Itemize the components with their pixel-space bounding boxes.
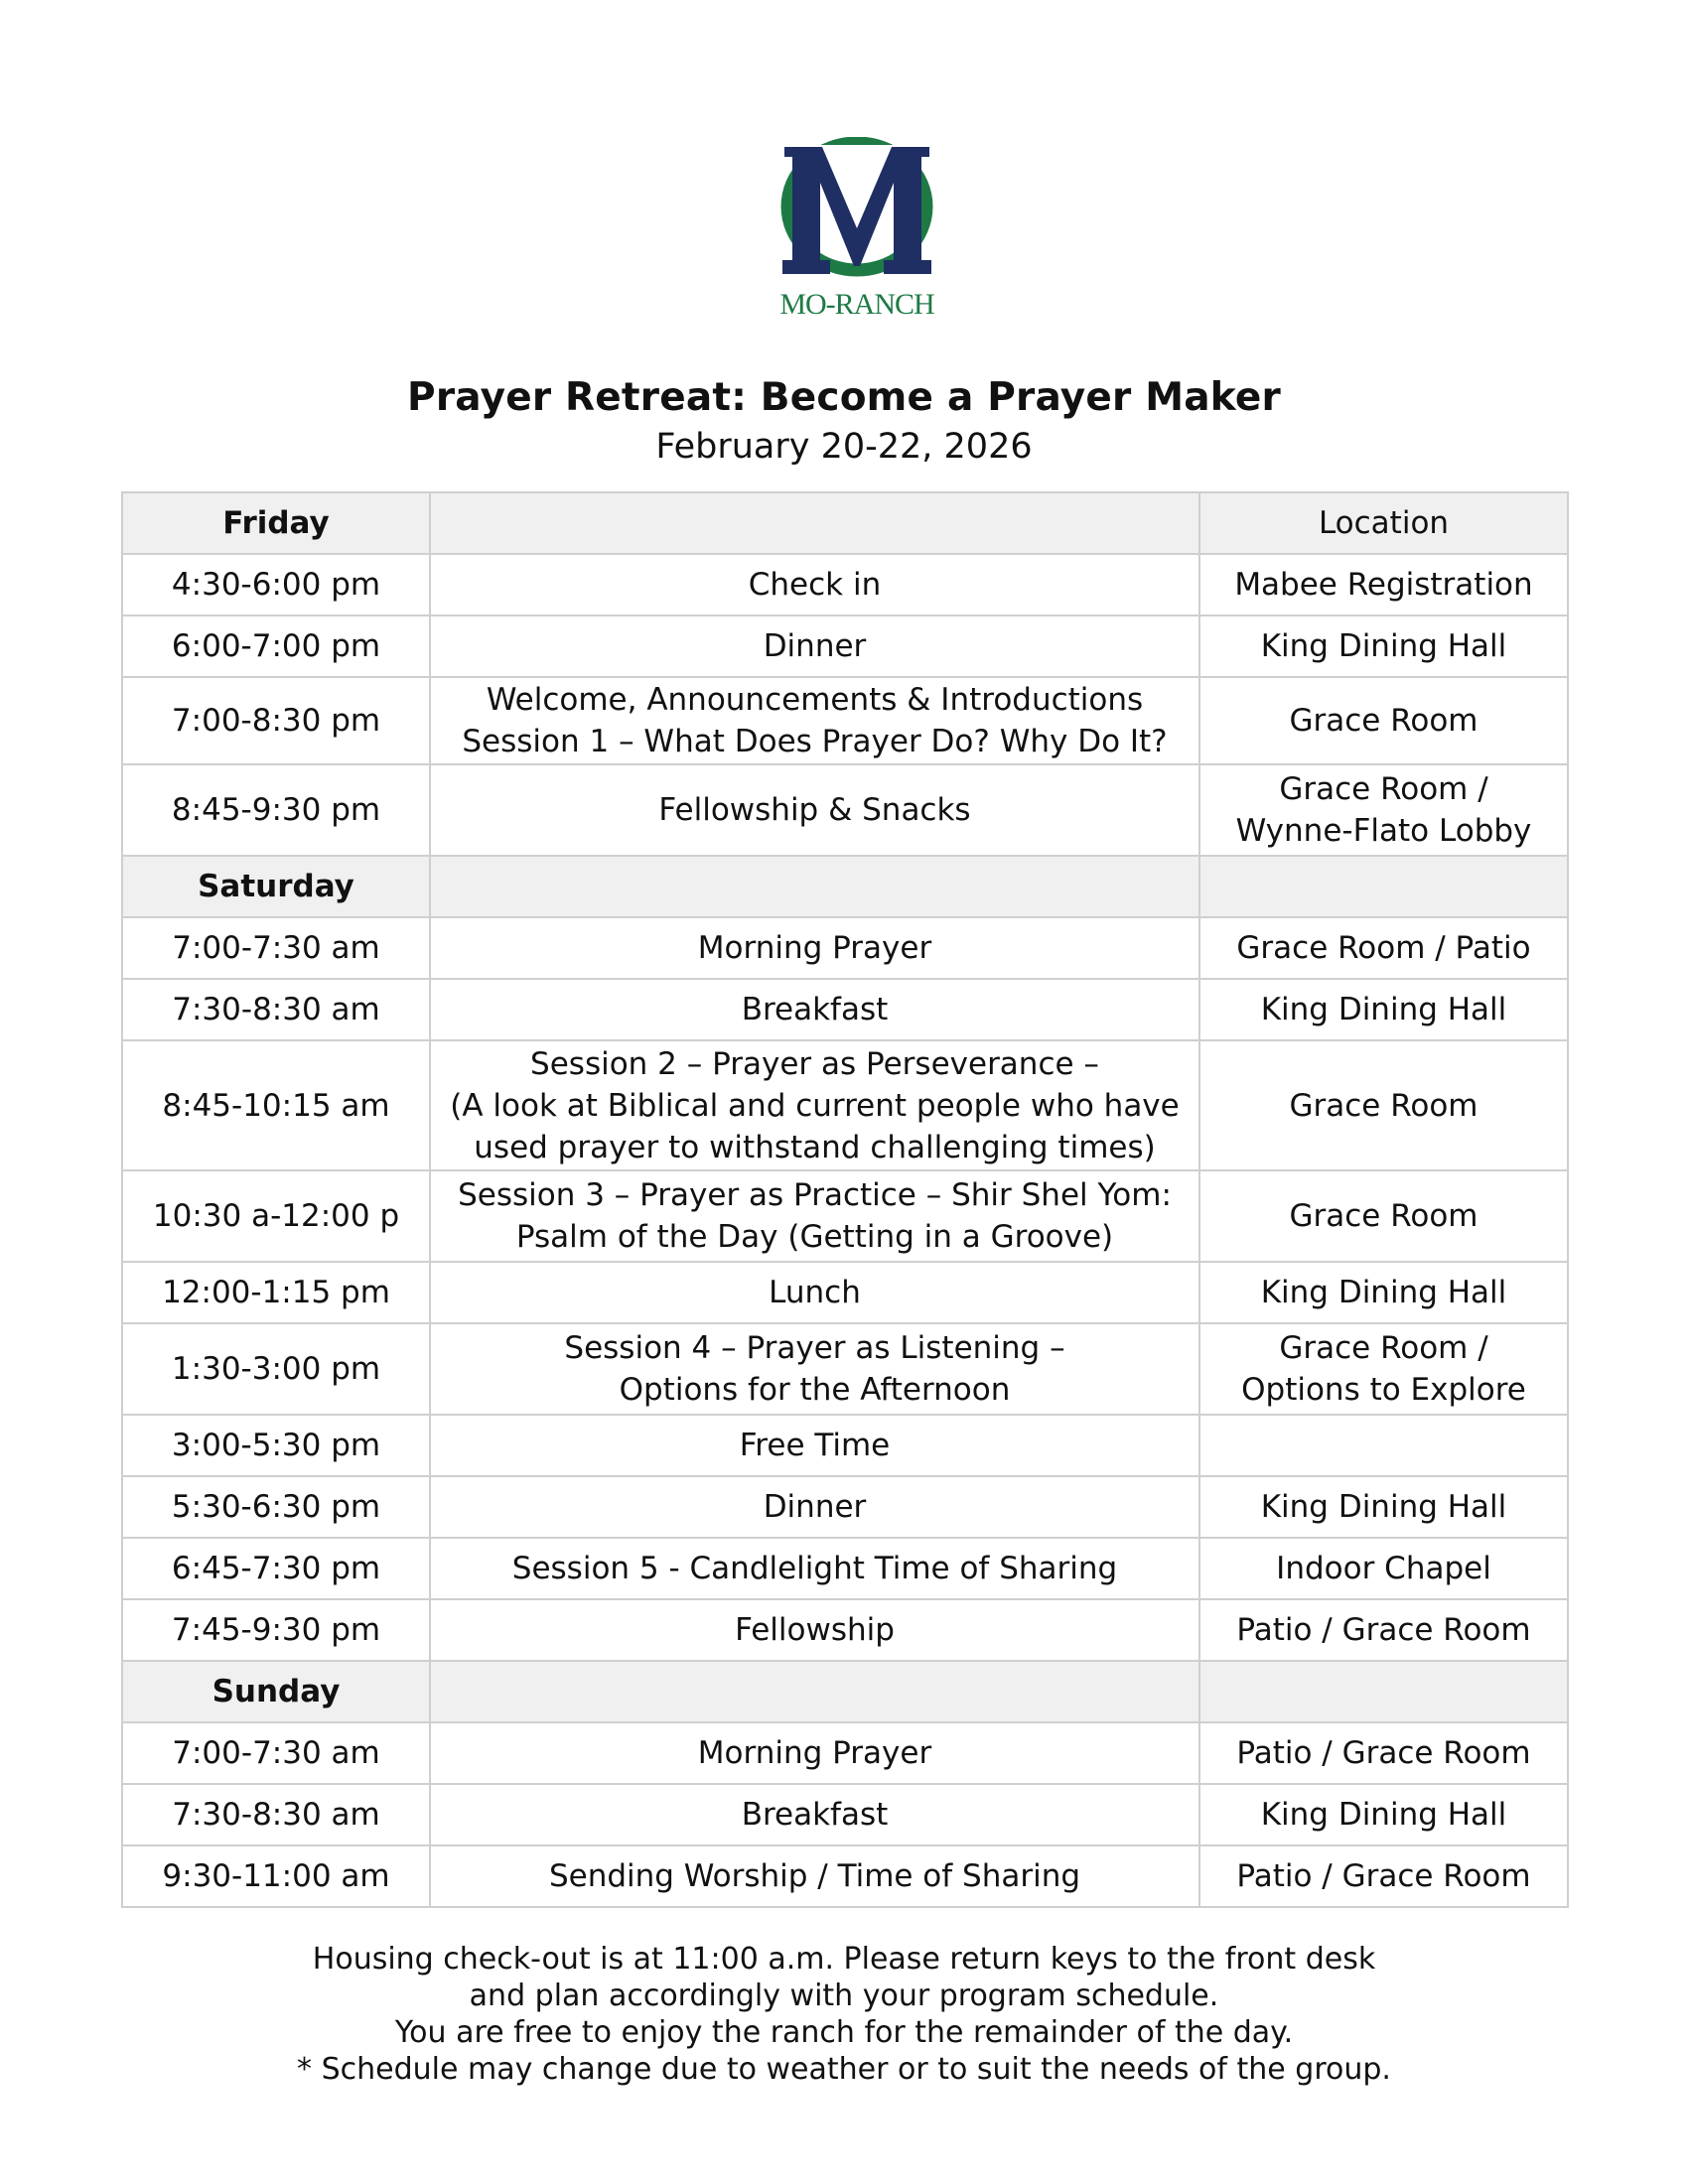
location-header: Location — [1199, 492, 1568, 554]
schedule-row — [122, 917, 1568, 979]
event-line: Options for the Afternoon — [619, 1372, 1011, 1408]
event-line: Session 2 – Prayer as Perseverance – — [530, 1045, 1099, 1082]
schedule-row — [122, 615, 1568, 677]
svg-text:MO-RANCH: MO-RANCH — [779, 288, 934, 321]
time-cell: 1:30-3:00 pm — [122, 1323, 430, 1415]
location-cell — [1199, 1415, 1568, 1476]
day-name: Saturday — [122, 856, 430, 917]
event-line: Session 1 – What Does Prayer Do? Why Do It? — [462, 724, 1168, 759]
schedule-row — [122, 1323, 1568, 1415]
event-line: Morning Prayer — [697, 930, 932, 966]
schedule-row — [122, 1599, 1568, 1661]
event-cell — [430, 677, 1199, 764]
event-line: Dinner — [763, 628, 867, 664]
event-line: Session 4 – Prayer as Listening – — [564, 1330, 1065, 1366]
event-line: Session 3 – Prayer as Practice – Shir Shel Yom: — [458, 1177, 1172, 1213]
time-cell: 7:30-8:30 am — [122, 979, 430, 1040]
schedule-row — [122, 554, 1568, 615]
location-line: King Dining Hall — [1260, 1489, 1507, 1525]
time-cell: 8:45-10:15 am — [122, 1040, 430, 1170]
schedule-row — [122, 1722, 1568, 1784]
event-line: Session 5 - Candlelight Time of Sharing — [511, 1551, 1118, 1586]
event-cell — [430, 1170, 1199, 1262]
event-cell — [430, 1415, 1199, 1476]
location-cell — [1199, 1538, 1568, 1599]
footer-line: * Schedule may change due to weather or to suit the needs of the group. — [297, 2052, 1391, 2087]
day-name: Sunday — [122, 1661, 430, 1722]
footer-line: Housing check-out is at 11:00 a.m. Please return keys to the front desk — [312, 1942, 1376, 1977]
schedule-row — [122, 1040, 1568, 1170]
location-line: Patio / Grace Room — [1236, 1612, 1531, 1648]
event-cell — [430, 1040, 1199, 1170]
day-header-blank — [430, 1661, 1199, 1722]
schedule-row — [122, 979, 1568, 1040]
time-cell: 7:30-8:30 am — [122, 1784, 430, 1845]
time-cell: 4:30-6:00 pm — [122, 554, 430, 615]
location-line: King Dining Hall — [1260, 992, 1507, 1027]
event-cell — [430, 554, 1199, 615]
location-cell — [1199, 677, 1568, 764]
time-cell: 8:45-9:30 pm — [122, 764, 430, 856]
location-line: Grace Room — [1289, 703, 1478, 739]
event-line: Welcome, Announcements & Introductions — [486, 682, 1144, 718]
location-cell — [1199, 1170, 1568, 1262]
event-line: Lunch — [769, 1275, 861, 1310]
location-line: Mabee Registration — [1234, 567, 1533, 603]
event-line: Morning Prayer — [697, 1735, 932, 1771]
day-name: Friday — [122, 492, 430, 554]
location-line: Wynne-Flato Lobby — [1235, 813, 1532, 849]
time-cell: 7:00-7:30 am — [122, 917, 430, 979]
location-line: Options to Explore — [1241, 1372, 1526, 1408]
time-cell: 3:00-5:30 pm — [122, 1415, 430, 1476]
event-cell — [430, 1845, 1199, 1907]
day-header-row — [122, 856, 1568, 917]
location-line: Grace Room / — [1279, 1330, 1488, 1366]
location-cell — [1199, 1323, 1568, 1415]
location-line: Grace Room — [1289, 1087, 1478, 1124]
schedule-row — [122, 1415, 1568, 1476]
event-line: Check in — [748, 567, 882, 603]
footer-line: You are free to enjoy the ranch for the remainder of the day. — [394, 2015, 1294, 2050]
location-line: Indoor Chapel — [1276, 1551, 1491, 1586]
location-line: King Dining Hall — [1260, 628, 1507, 664]
location-cell — [1199, 917, 1568, 979]
day-header-row — [122, 492, 1568, 554]
day-header-blank — [1199, 856, 1568, 917]
time-cell: 7:00-8:30 pm — [122, 677, 430, 764]
time-cell: 10:30 a-12:00 p — [122, 1170, 430, 1262]
event-cell — [430, 917, 1199, 979]
event-cell — [430, 615, 1199, 677]
event-line: Dinner — [763, 1489, 867, 1525]
event-line: Free Time — [739, 1428, 891, 1463]
location-line: Patio / Grace Room — [1236, 1858, 1531, 1894]
schedule-row — [122, 677, 1568, 764]
day-header-row — [122, 1661, 1568, 1722]
location-cell — [1199, 1722, 1568, 1784]
time-cell: 7:00-7:30 am — [122, 1722, 430, 1784]
event-cell — [430, 979, 1199, 1040]
footer-notes — [0, 1941, 1688, 2088]
schedule-row — [122, 1262, 1568, 1323]
location-cell — [1199, 1476, 1568, 1538]
location-cell — [1199, 764, 1568, 856]
location-line: Grace Room — [1289, 1198, 1478, 1234]
location-line: Grace Room / — [1279, 771, 1488, 807]
location-cell — [1199, 1040, 1568, 1170]
location-cell — [1199, 615, 1568, 677]
event-line: Psalm of the Day (Getting in a Groove) — [515, 1219, 1114, 1255]
day-header-blank — [430, 492, 1199, 554]
event-line: Sending Worship / Time of Sharing — [548, 1858, 1081, 1894]
schedule-row — [122, 1170, 1568, 1262]
event-cell — [430, 1784, 1199, 1845]
location-line: Patio / Grace Room — [1236, 1735, 1531, 1771]
schedule-row — [122, 1784, 1568, 1845]
schedule-table — [121, 491, 1569, 1908]
schedule-row — [122, 1538, 1568, 1599]
time-cell: 9:30-11:00 am — [122, 1845, 430, 1907]
location-line: Grace Room / Patio — [1236, 930, 1531, 966]
event-cell — [430, 1476, 1199, 1538]
event-line: Breakfast — [741, 1797, 889, 1833]
page-title: Prayer Retreat: Become a Prayer Maker — [407, 375, 1281, 420]
day-header-blank — [430, 856, 1199, 917]
event-line: Fellowship & Snacks — [658, 792, 971, 828]
location-line: King Dining Hall — [1260, 1275, 1507, 1310]
event-cell — [430, 764, 1199, 856]
location-cell — [1199, 554, 1568, 615]
schedule-row — [122, 1845, 1568, 1907]
event-cell — [430, 1538, 1199, 1599]
mo-ranch-logo-icon — [776, 137, 937, 326]
event-line: Breakfast — [741, 992, 889, 1027]
location-cell — [1199, 979, 1568, 1040]
location-cell — [1199, 1784, 1568, 1845]
event-cell — [430, 1599, 1199, 1661]
event-cell — [430, 1722, 1199, 1784]
schedule-row — [122, 1476, 1568, 1538]
location-cell — [1199, 1262, 1568, 1323]
location-line: King Dining Hall — [1260, 1797, 1507, 1833]
time-cell: 5:30-6:30 pm — [122, 1476, 430, 1538]
time-cell: 12:00-1:15 pm — [122, 1262, 430, 1323]
location-cell — [1199, 1845, 1568, 1907]
time-cell: 6:00-7:00 pm — [122, 615, 430, 677]
event-cell — [430, 1323, 1199, 1415]
event-cell — [430, 1262, 1199, 1323]
time-cell: 6:45-7:30 pm — [122, 1538, 430, 1599]
footer-line: and plan accordingly with your program schedule. — [469, 1979, 1219, 2013]
event-line: (A look at Biblical and current people who have — [450, 1087, 1180, 1124]
mo-ranch-logo — [776, 137, 937, 326]
day-header-blank — [1199, 1661, 1568, 1722]
location-cell — [1199, 1599, 1568, 1661]
schedule-row — [122, 764, 1568, 856]
event-dates: February 20-22, 2026 — [655, 427, 1033, 467]
event-line: used prayer to withstand challenging times) — [474, 1129, 1156, 1165]
event-line: Fellowship — [735, 1612, 895, 1648]
time-cell: 7:45-9:30 pm — [122, 1599, 430, 1661]
